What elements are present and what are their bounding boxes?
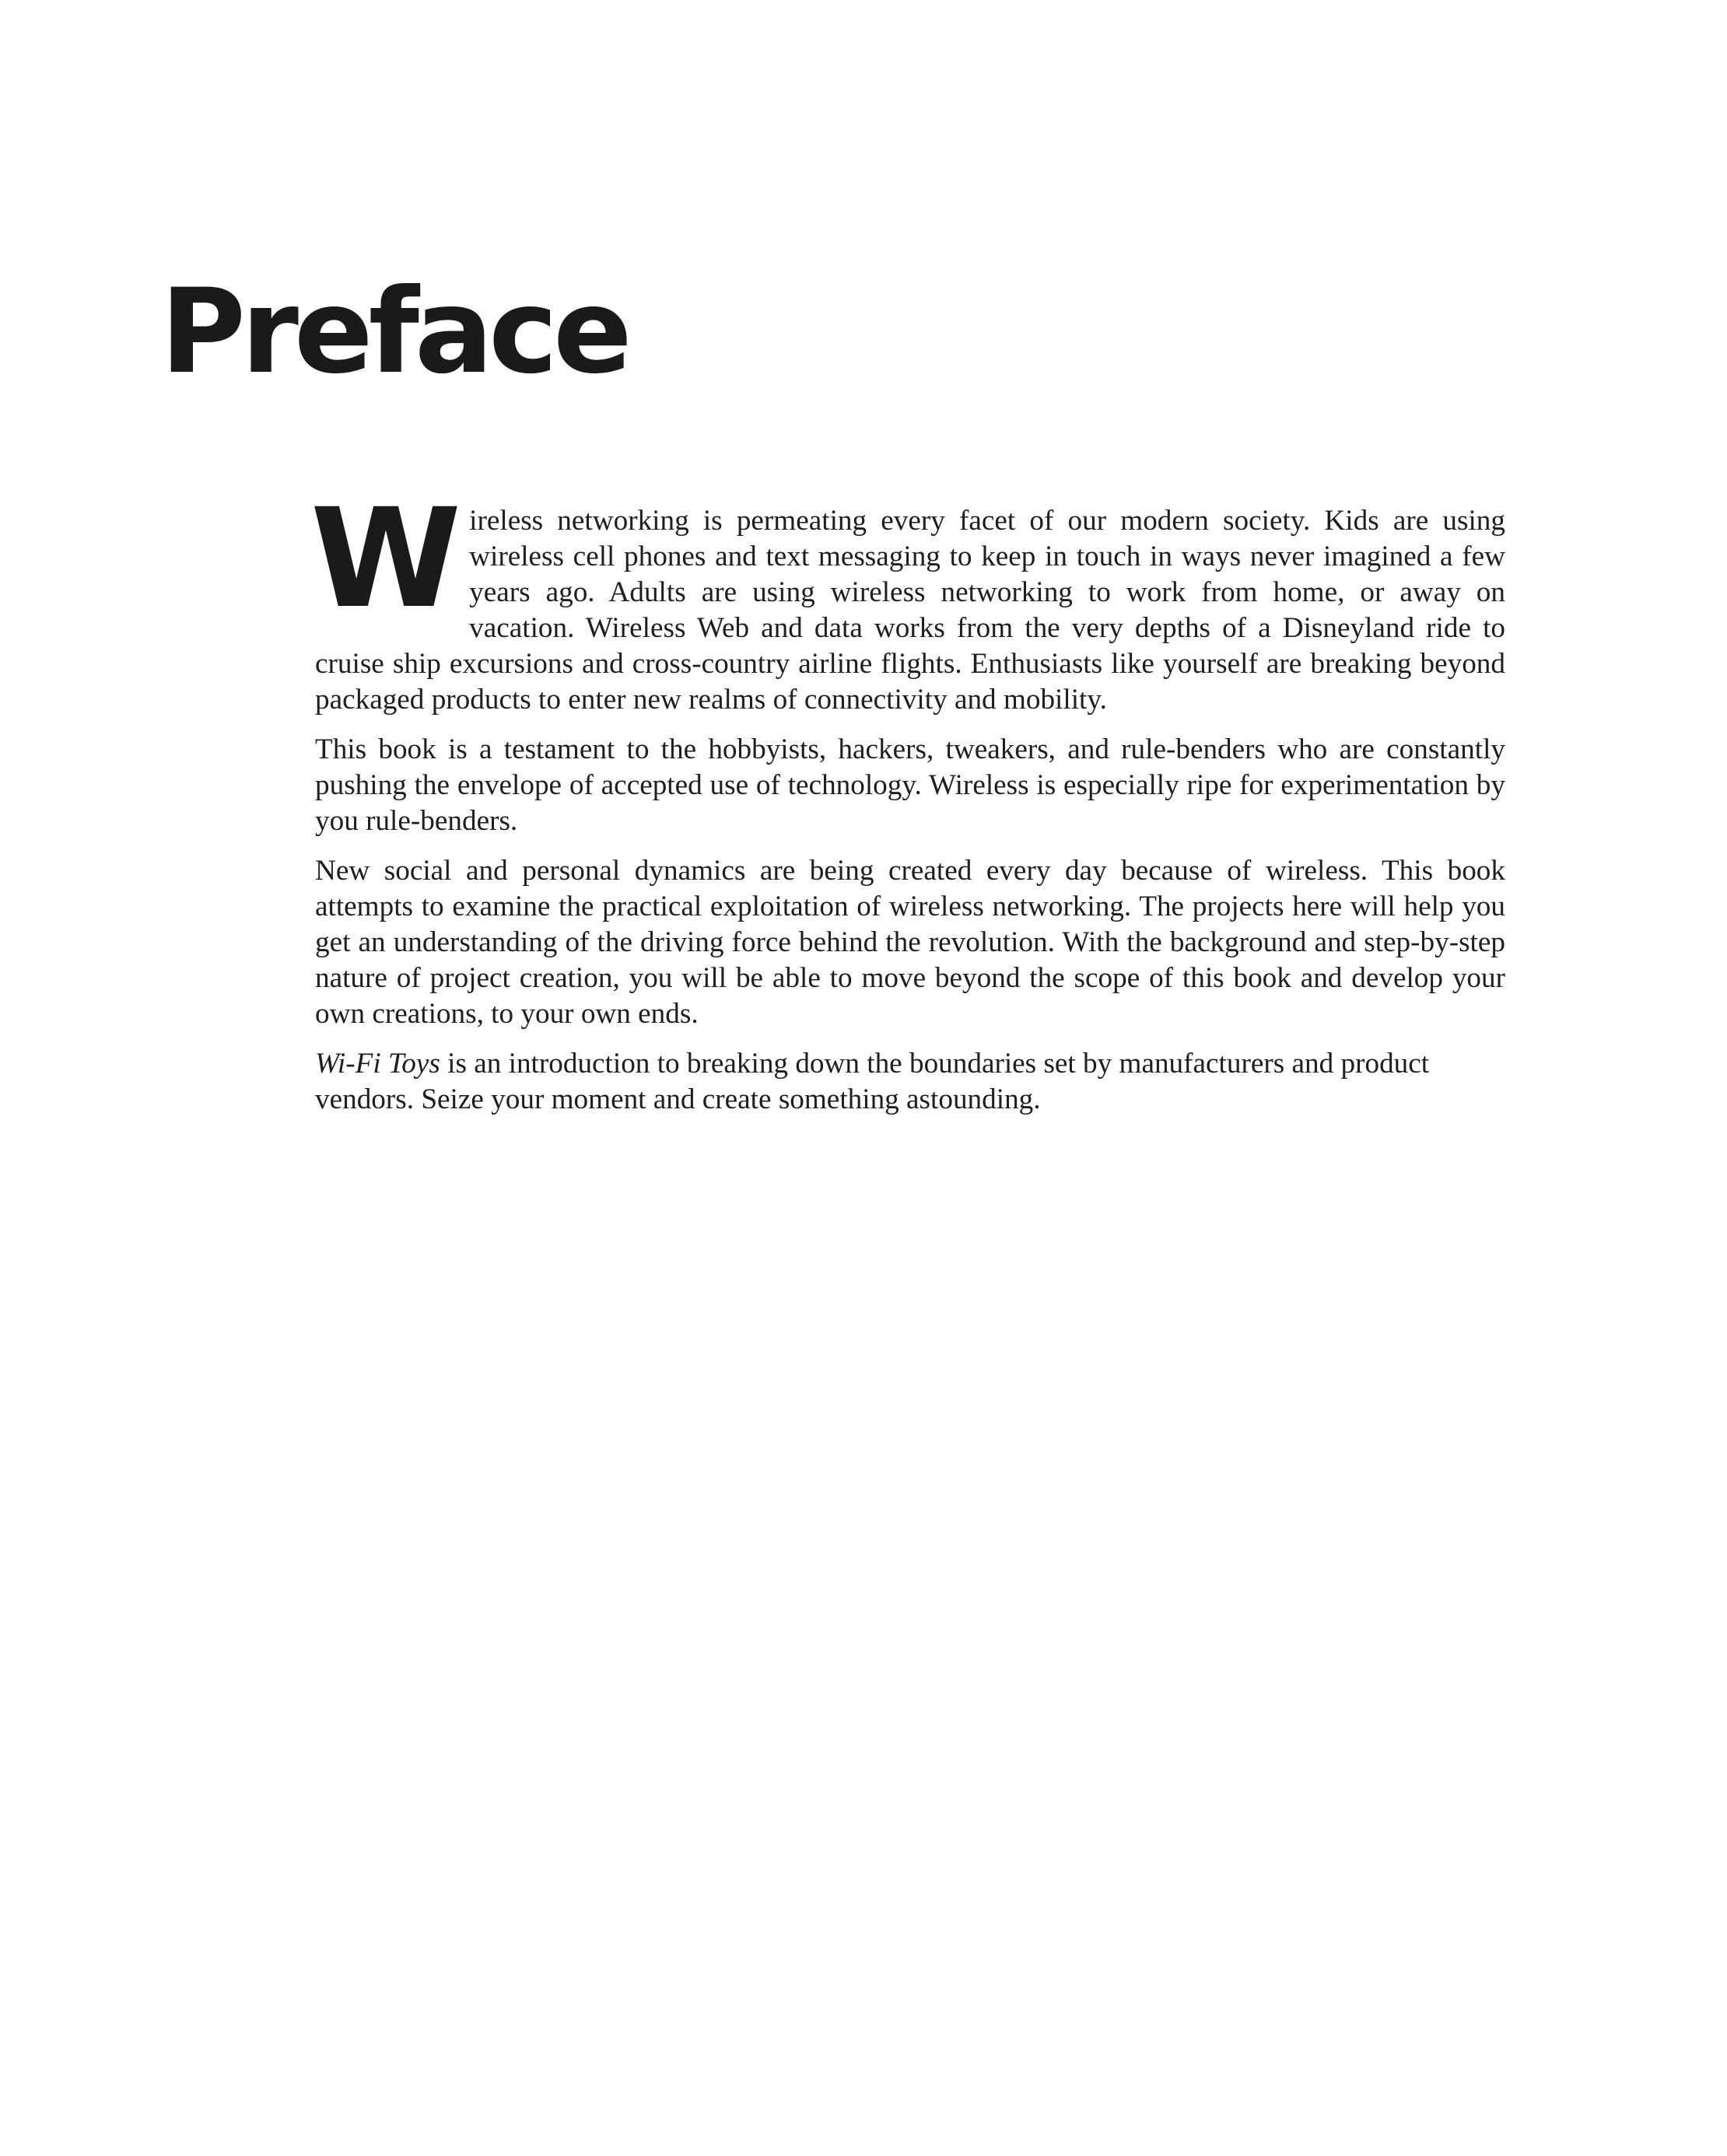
book-title: Wi-Fi Toys bbox=[315, 1048, 440, 1080]
drop-cap: W bbox=[310, 479, 459, 639]
paragraph-testament: This book is a testament to the hobbyists, hackers, tweakers, and rule-benders who are constantly pushing the envelope of accepted use of technology. Wireless is especially ripe for experimentation by you rule-benders. bbox=[315, 733, 1505, 837]
paragraph-intro bbox=[310, 479, 1505, 718]
paragraph-dynamics: New social and personal dynamics are being created every day because of wireless. This book attempts to examine the practical exploitation of wireless networking. The projects here will help you get an understanding of the driving force behind the revolution. With the background and step-by-step nature of project creation, you will be able to move beyond the scope of this book and develop your own creations, to your own ends. bbox=[315, 855, 1505, 1030]
paragraph-intro-text: ireless networking is permeating every facet of our modern society. Kids are using wireless cell phones and text messaging to keep in touch in ways never imagined a few years ago. Adults are using wireless networking to work from home, or away on vacation. Wireless Web and data works from the very depths of a Disneyland ride to cruise ship excursions and cross-country airline flights. Enthusiasts like yourself are breaking beyond packaged products to enter new realms of connectivity and mobility. bbox=[315, 505, 1505, 716]
paragraph-closing-text: is an introduction to breaking down the boundaries set by manufacturers and product vendors. Seize your moment and create something astounding. bbox=[315, 1048, 1430, 1115]
paragraph-closing bbox=[315, 1046, 1505, 1118]
preface-body bbox=[310, 479, 1505, 1132]
page-title: Preface bbox=[160, 264, 628, 400]
